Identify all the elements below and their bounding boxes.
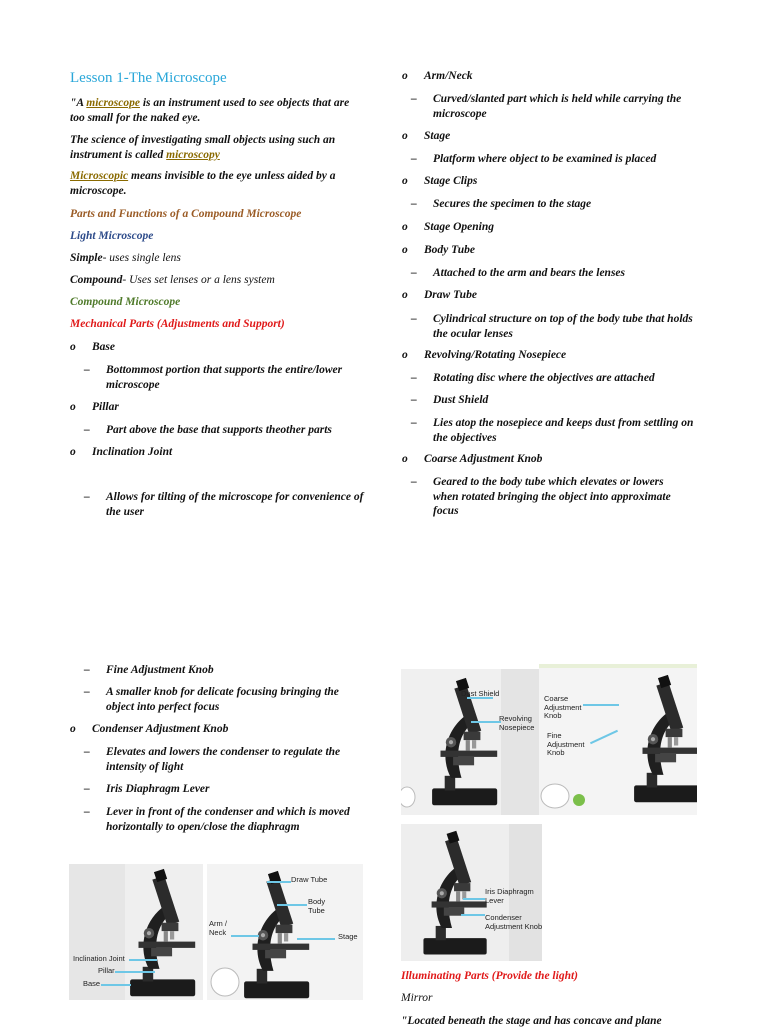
heading-illuminating-parts: Illuminating Parts (Provide the light) [401, 970, 578, 982]
label: Pillar [92, 401, 119, 413]
list-item-fine-def [84, 685, 354, 714]
label: Condenser Adjustment Knob [92, 723, 229, 735]
text: "A [70, 97, 87, 109]
heading-mechanical-parts: Mechanical Parts (Adjustments and Support) [70, 318, 285, 330]
list-item-inclination-def [84, 490, 366, 519]
list-item-inclination [70, 445, 172, 460]
dash: – [84, 364, 90, 376]
list-item-coarse-def [411, 475, 691, 519]
definition: - Uses set lenses or a lens system [122, 274, 275, 286]
dash: – [411, 153, 417, 165]
list-item-dust-shield [411, 393, 701, 408]
dash: – [411, 93, 417, 105]
list-item-fine [84, 663, 214, 678]
definition: Platform where object to be examined is placed [433, 153, 657, 165]
definition: Elevates and lowers the condenser to regulate the intensity of light [106, 746, 341, 773]
heading-parts-functions: Parts and Functions of a Compound Microscope [70, 208, 302, 220]
leader-line [267, 881, 291, 883]
label: Stage [424, 130, 451, 142]
term: Compound [70, 274, 123, 286]
paragraph-microscopy [70, 133, 360, 162]
dash: – [411, 372, 417, 384]
label-base: Base [83, 979, 101, 988]
label: Revolving/Rotating Nosepiece [424, 349, 567, 361]
list-item-draw-tube-def [411, 312, 701, 341]
definition: Lies atop the nosepiece and keeps dust from settling on the objectives [433, 417, 694, 444]
dash: – [411, 198, 417, 210]
list-item-clips-def [411, 197, 701, 212]
list-item-body-tube [402, 243, 475, 258]
dash: – [84, 806, 90, 818]
figure-dust-shield [401, 669, 539, 815]
bullet: o [402, 453, 408, 465]
paragraph-microscopic [70, 169, 360, 198]
microscopy-link[interactable]: microscopy [166, 148, 220, 161]
leader-line [277, 904, 307, 906]
list-item-stage [402, 129, 450, 144]
bullet: o [70, 446, 76, 458]
leader-line [129, 959, 157, 961]
list-item-condenser [70, 722, 228, 737]
list-item-opening [402, 220, 494, 235]
text: The science of investigating small objects using such an instrument is called [70, 134, 336, 161]
paragraph-definition [70, 96, 360, 125]
definition: - uses single lens [102, 252, 181, 264]
bullet: o [402, 244, 408, 256]
text: is an instrument used to see objects that are too small for the naked eye. [70, 97, 350, 124]
dash: – [411, 267, 417, 279]
label: Arm/Neck [424, 70, 473, 82]
list-item-body-tube-def [411, 266, 701, 281]
heading-compound-microscope: Compound Microscope [70, 296, 181, 308]
leader-line [471, 721, 501, 723]
definition: Part above the base that supports theother parts [106, 424, 332, 436]
mirror-label: Mirror [401, 992, 433, 1004]
definition: Rotating disc where the objectives are attached [433, 372, 655, 384]
bullet: o [402, 175, 408, 187]
list-item-coarse [402, 452, 542, 467]
dash: – [84, 746, 90, 758]
dash: – [411, 417, 417, 429]
heading-light-microscope: Light Microscope [70, 230, 154, 242]
label-dust-shield: Dust Shield [461, 689, 500, 698]
label: Iris Diaphragm Lever [106, 783, 210, 795]
label: Body Tube [424, 244, 475, 256]
label: Fine Adjustment Knob [106, 664, 214, 676]
label: Stage Opening [424, 221, 494, 233]
figure-base-pillar [69, 864, 203, 1000]
bullet: o [70, 401, 76, 413]
definition: Curved/slanted part which is held while carrying the microscope [433, 93, 682, 120]
list-item-arm-def [411, 92, 701, 121]
label-coarse-adjustment: Coarse Adjustment Knob [544, 694, 582, 720]
definition: Bottommost portion that supports the entire/lower microscope [106, 364, 343, 391]
label-iris-diaphragm: Iris Diaphragm Lever [485, 887, 534, 905]
microscope-link[interactable]: microscope [86, 97, 140, 109]
list-item-clips [402, 174, 477, 189]
definition: Geared to the body tube which elevates or lowers when rotated bringing the object into approximate focus [433, 476, 671, 517]
label: Dust Shield [433, 394, 489, 406]
leader-line [115, 971, 155, 973]
figure-adjustment-knobs [539, 664, 697, 815]
list-item-nosepiece-def [411, 371, 701, 386]
list-item-draw-tube [402, 288, 477, 303]
definition: A smaller knob for delicate focusing bringing the object into perfect focus [106, 686, 339, 713]
label-inclination-joint: Inclination Joint [73, 954, 125, 963]
list-item-iris-def [84, 805, 354, 834]
dash: – [84, 491, 90, 503]
compound-definition [70, 273, 275, 288]
bullet: o [402, 130, 408, 142]
leader-line [583, 704, 619, 706]
mirror-definition: "Located beneath the stage and has concave and plane [401, 1015, 662, 1027]
label-draw-tube: Draw Tube [291, 875, 328, 884]
leader-line [231, 935, 259, 937]
simple-definition [70, 251, 181, 266]
term: Simple [70, 252, 103, 264]
definition: Secures the specimen to the stage [433, 198, 592, 210]
label-pillar: Pillar [98, 966, 115, 975]
label: Base [92, 341, 115, 353]
dash: – [84, 664, 90, 676]
label: Stage Clips [424, 175, 478, 187]
page-title: Lesson 1-The Microscope [70, 70, 227, 86]
figure-iris-condenser [401, 824, 542, 961]
dash: – [84, 686, 90, 698]
bullet: o [70, 341, 76, 353]
figure-body-tube [207, 864, 363, 1000]
list-item-iris [84, 782, 210, 797]
leader-line [461, 914, 485, 916]
leader-line [463, 898, 485, 900]
bullet: o [402, 349, 408, 361]
label-revolving-nosepiece: Revolving Nosepiece [499, 714, 535, 732]
list-item-pillar [70, 400, 119, 415]
definition: Attached to the arm and bears the lenses [433, 267, 625, 279]
dash: – [84, 424, 90, 436]
leader-line [101, 984, 131, 986]
dash: – [411, 476, 417, 488]
label-arm-neck: Arm / Neck [209, 919, 227, 937]
list-item-pillar-def [84, 423, 354, 438]
list-item-nosepiece [402, 348, 566, 363]
leader-line [297, 938, 335, 940]
label-stage: Stage [338, 932, 358, 941]
bullet: o [402, 221, 408, 233]
list-item-arm [402, 69, 473, 84]
text: means invisible to the eye unless aided by a microscope. [70, 170, 336, 197]
list-item-dust-shield-def [411, 416, 701, 445]
dash: – [411, 394, 417, 406]
list-item-stage-def [411, 152, 701, 167]
list-item-condenser-def [84, 745, 354, 774]
label-body-tube: Body Tube [308, 897, 326, 915]
bullet: o [402, 70, 408, 82]
definition: Allows for tilting of the microscope for convenience of the user [106, 491, 364, 518]
label: Inclination Joint [92, 446, 173, 458]
microscopic-link[interactable]: Microscopic [70, 170, 129, 182]
bullet: o [70, 723, 76, 735]
list-item-base-def [84, 363, 354, 392]
label: Draw Tube [424, 289, 477, 301]
definition: Cylindrical structure on top of the body tube that holds the ocular lenses [433, 313, 693, 340]
dash: – [84, 783, 90, 795]
dash: – [411, 313, 417, 325]
label-fine-adjustment: Fine Adjustment Knob [547, 731, 585, 757]
definition: Lever in front of the condenser and which is moved horizontally to open/close the diaphragm [106, 806, 350, 833]
bullet: o [402, 289, 408, 301]
label-condenser-adjustment: Condenser Adjustment Knob [485, 913, 542, 931]
label: Coarse Adjustment Knob [424, 453, 543, 465]
list-item-base [70, 340, 115, 355]
